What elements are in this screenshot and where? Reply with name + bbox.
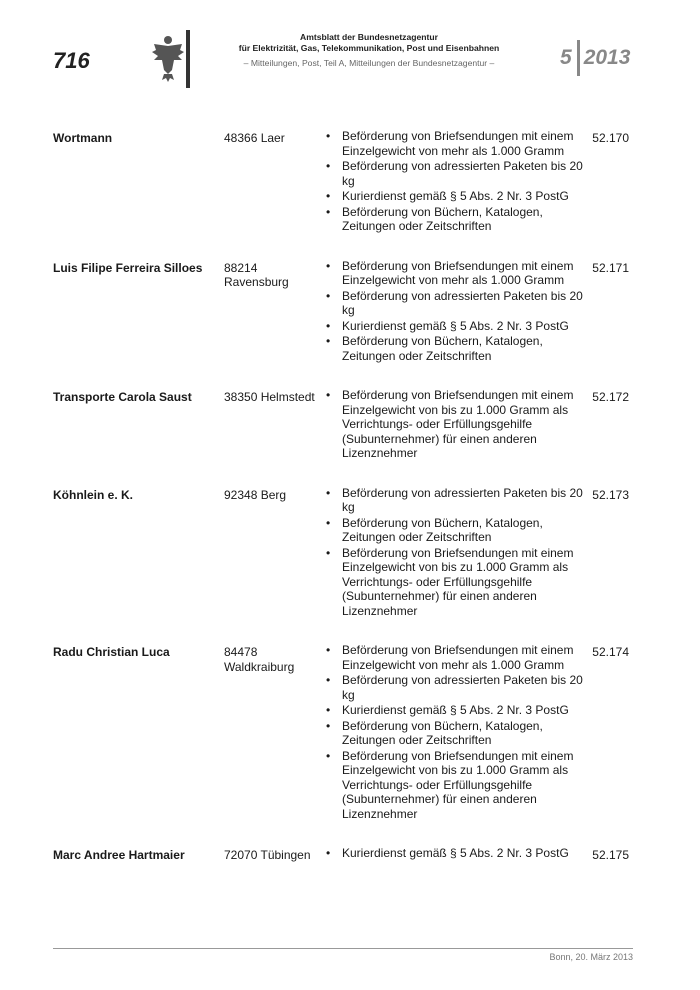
service-item: • Kurierdienst gemäß § 5 Abs. 2 Nr. 3 PostG [342,703,592,718]
reference-number: 52.173 [592,487,629,502]
service-item: • Beförderung von Briefsendungen mit einem Einzelgewicht von mehr als 1.000 Gramm [342,129,592,158]
license-entry [53,129,633,234]
reference-number: 52.171 [592,260,629,275]
service-item: • Beförderung von Briefsendungen mit einem Einzelgewicht von bis zu 1.000 Gramm als Verrichtungs- oder Erfüllungsgehilfe (Subunternehmer) für einen anderen Lizenznehmer [342,546,592,619]
title-line-1: Amtsblatt der Bundesnetzagentur [300,32,438,42]
footer-divider [53,948,633,949]
service-item: • Beförderung von Briefsendungen mit einem Einzelgewicht von mehr als 1.000 Gramm [342,643,592,672]
service-item: • Kurierdienst gemäß § 5 Abs. 2 Nr. 3 PostG [342,189,592,204]
license-entry [53,486,633,619]
issue-number: 5 [560,46,572,69]
footer-date: Bonn, 20. März 2013 [549,952,633,962]
service-item: • Beförderung von Büchern, Katalogen, Zeitungen oder Zeitschriften [342,334,592,363]
licensee-name: Radu Christian Luca [53,645,170,659]
licensee-name: Transporte Carola Saust [53,390,192,404]
service-item: • Kurierdienst gemäß § 5 Abs. 2 Nr. 3 PostG [342,319,592,334]
service-item: • Beförderung von adressierten Paketen bis 20 kg [342,486,592,515]
licensee-name: Marc Andree Hartmaier [53,848,185,862]
license-entry [53,846,633,861]
license-list [53,128,633,886]
licensee-place: 48366 Laer [224,131,285,145]
service-item: • Beförderung von Briefsendungen mit einem Einzelgewicht von mehr als 1.000 Gramm [342,259,592,288]
publication-subtitle: – Mitteilungen, Post, Teil A, Mitteilungen der Bundesnetzagentur – [243,58,495,68]
issue-year: 2013 [583,46,631,69]
licensee-place: 84478 Waldkraiburg [224,645,295,674]
service-item: • Beförderung von Büchern, Katalogen, Zeitungen oder Zeitschriften [342,516,592,545]
publication-title [220,32,518,54]
license-entry [53,643,633,821]
licensee-name: Luis Filipe Ferreira Silloes [53,260,203,275]
service-item: • Beförderung von adressierten Paketen bis 20 kg [342,159,592,188]
reference-number: 52.170 [592,131,629,145]
service-item: • Beförderung von adressierten Paketen bis 20 kg [342,289,592,318]
service-item: • Beförderung von Briefsendungen mit einem Einzelgewicht von bis zu 1.000 Gramm als Verrichtungs- oder Erfüllungsgehilfe (Subunternehmer) für einen anderen Lizenznehmer [342,749,592,822]
reference-number: 52.172 [592,390,629,404]
service-item: • Beförderung von Büchern, Katalogen, Zeitungen oder Zeitschriften [342,205,592,234]
reference-number: 52.175 [592,848,629,862]
reference-number: 52.174 [592,645,629,659]
service-item: • Beförderung von adressierten Paketen bis 20 kg [342,673,592,702]
licensee-place: 92348 Berg [224,487,287,502]
licensee-place: 88214 Ravensburg [224,260,289,289]
license-entry [53,388,633,461]
license-entry [53,259,633,364]
service-item: • Kurierdienst gemäß § 5 Abs. 2 Nr. 3 PostG [342,846,592,861]
issue-badge [560,46,630,82]
service-item: • Beförderung von Briefsendungen mit einem Einzelgewicht von bis zu 1.000 Gramm als Verrichtungs- oder Erfüllungsgehilfe (Subunternehmer) für einen anderen Lizenznehmer [342,388,592,461]
federal-eagle-icon [150,30,192,88]
licensee-name: Köhnlein e. K. [53,487,134,502]
service-list [53,486,592,619]
licensee-place: 72070 Tübingen [224,848,311,862]
title-line-2: für Elektrizität, Gas, Telekommunikation, Post und Eisenbahnen [238,43,500,53]
page-number: 716 [53,48,90,73]
service-item: • Beförderung von Büchern, Katalogen, Zeitungen oder Zeitschriften [342,719,592,748]
licensee-place: 38350 Helmstedt [224,390,315,404]
licensee-name: Wortmann [53,131,113,145]
